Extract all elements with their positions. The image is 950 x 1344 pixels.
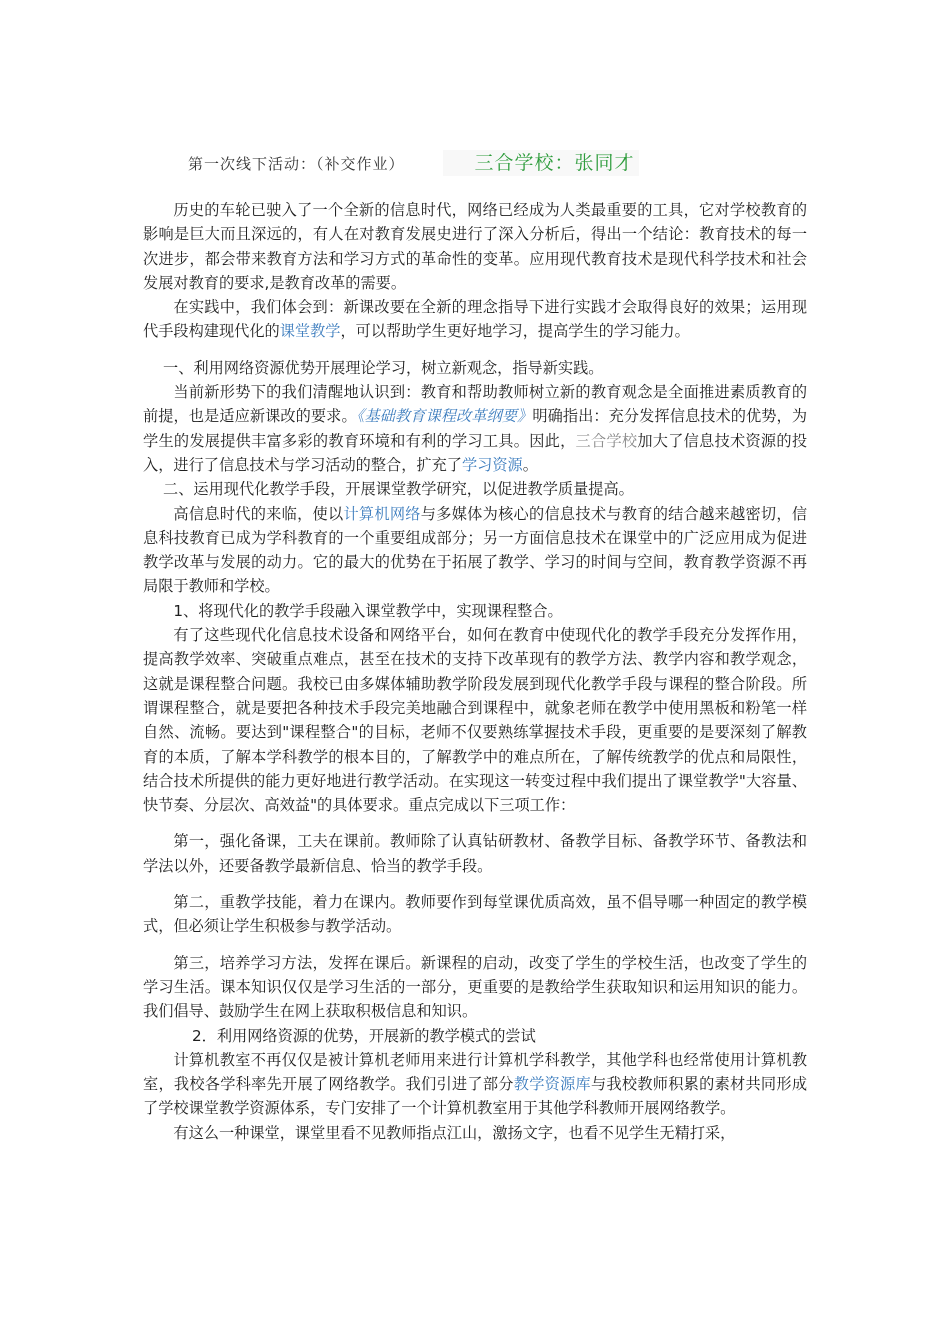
- paragraph-text: 当前新形势下的我们清醒地认识到：教育和帮助教师树立新的教育观念是全面推进素质教育的前提，也是适应新课改的要求。: [143, 383, 807, 426]
- paragraph-text: 明确指出：充分发挥信息技术的优势，为学生的发展提供丰富多彩的教育环境和有利的学习工具。因此，: [143, 407, 808, 450]
- paragraph-text: 历史的车轮已驶入了一个全新的信息时代，网络已经成为人类最重要的工具，它对学校教育的影响是巨大而且深远的，有人在对教育发展史进行了深入分析后，得出一个结论：教育技术的每一次进步，都会带来教育方法和学习方式的革命性的变革。应用现代教育技术是现代科学技术和社会发展对教育的要求,是教育改革的需要。: [143, 201, 807, 292]
- document-body: [143, 198, 807, 1145]
- spacer: [143, 939, 807, 951]
- paragraph-classroom: 有这么一种课堂，课堂里看不见教师指点江山，激扬文字，也看不见学生无精打采，: [173, 1123, 736, 1142]
- subheading-2: 2．利用网络资源的优势，开展新的教学模式的尝试: [192, 1026, 536, 1045]
- subheading-1: 1、将现代化的教学手段融入课堂教学中，实现课程整合。: [173, 601, 563, 620]
- paragraph-text: 计算机教室不再仅仅是被计算机老师用来进行计算机学科教学，其他学科也经常使用计算机教室，我校各学科率先开展了网络教学。我们引进了部分: [143, 1050, 807, 1094]
- paragraph-text: 高信息时代的来临，使以: [173, 504, 344, 523]
- paragraph-integration: 有了这些现代化信息技术设备和网络平台，如何在教育中使现代化的教学手段充分发挥作用，提高教学效率、突破重点难点，甚至在技术的支持下改革现有的教学方法、教学内容和教学观念，这就是课程整合问题。我校已由多媒体辅助教学阶段发展到现代化教学手段与课程的整合阶段。所谓课程整合，就是要把各种技术手段完美地融合到课程中，就象老师在教学中使用黑板和粉笔一样自然、流畅。要达到"课程整合"的目标，老师不仅要熟练掌握技术手段，更重要的是要深刻了解教育的本质，了解本学科教学的根本目的，了解教学中的难点所在，了解传统教学的优点和局限性，结合技术所提供的能力更好地进行教学活动。在实现这一转变过程中我们提出了课堂教学"大容量、快节奏、分层次、高效益"的具体要求。重点完成以下三项工作：: [143, 626, 807, 815]
- paragraph-second: 第二，重教学技能，着力在课内。教师要作到每堂课优质高效，虽不倡导哪一种固定的教学模式，但必须让学生积极参与教学活动。: [143, 893, 807, 936]
- paragraph-computer-room: [143, 1048, 807, 1121]
- paragraph-new-concepts: [143, 380, 807, 477]
- link-classroom-teaching[interactable]: 课堂教学: [279, 322, 341, 341]
- paragraph-intro: [143, 198, 807, 295]
- school-name-text: 三合学校: [575, 431, 638, 450]
- link-curriculum-reform-outline[interactable]: 《基础教育课程改革纲要》: [356, 407, 533, 426]
- link-computer-network[interactable]: 计算机网络: [343, 504, 421, 523]
- document-title: [188, 150, 639, 176]
- section-heading-1: 一、利用网络资源优势开展理论学习，树立新观念，指导新实践。: [163, 358, 604, 377]
- section-heading-2: 二、运用现代化教学手段，开展课堂教学研究，以促进教学质量提高。: [163, 480, 634, 499]
- paragraph-third: 第三，培养学习方法，发挥在课后。新课程的启动，改变了学生的学校生活，也改变了学生的学习生活。课本知识仅仅是学习生活的一部分，更重要的是教给学生获取知识和运用知识的能力。我们倡导、鼓励学生在网上获取积极信息和知识。: [143, 953, 807, 1021]
- paragraph-text: 与多媒体为核心的信息技术与教育的结合越来越密切，信息科技教育已成为学科教育的一个重要组成部分；另一方面信息技术在课堂中的广泛应用成为促进教学改革与发展的动力。它的最大的优势在于拓展了教学、学习的时间与空间，教育教学资源不再局限于教师和学校。: [143, 504, 808, 596]
- paragraph-practice: [143, 295, 807, 344]
- link-teaching-resource-library[interactable]: 教学资源库: [513, 1075, 591, 1094]
- link-learning-resources[interactable]: 学习资源: [461, 455, 523, 474]
- spacer: [143, 344, 807, 356]
- paragraph-first: 第一，强化备课，工夫在课前。教师除了认真钻研教材、备教学目标、备教学环节、备教法和学法以外，还要备教学最新信息、恰当的教学手段。: [143, 832, 807, 875]
- paragraph-text: 加大了信息技术资源的投入，进行了信息技术与学习活动的整合，扩充了: [143, 431, 808, 474]
- paragraph-text: 。: [522, 455, 538, 474]
- paragraph-text: ，可以帮助学生更好地学习，提高学生的学习能力。: [340, 322, 690, 341]
- spacer: [143, 878, 807, 890]
- paragraph-text: 在实践中，我们体会到：新课改要在全新的理念指导下进行实践才会取得良好的效果；运用现代手段构建现代化的: [143, 298, 807, 341]
- paragraph-info-era: [143, 502, 807, 599]
- spacer: [143, 817, 807, 829]
- title-prefix: 第一次线下活动：（补交作业）: [188, 154, 405, 173]
- title-author: 三合学校：张同才: [443, 150, 639, 176]
- paragraph-text: 与我校教师积累的素材共同形成了学校课堂教学资源体系，专门安排了一个计算机教室用于其他学科教师开展网络教学。: [143, 1075, 808, 1118]
